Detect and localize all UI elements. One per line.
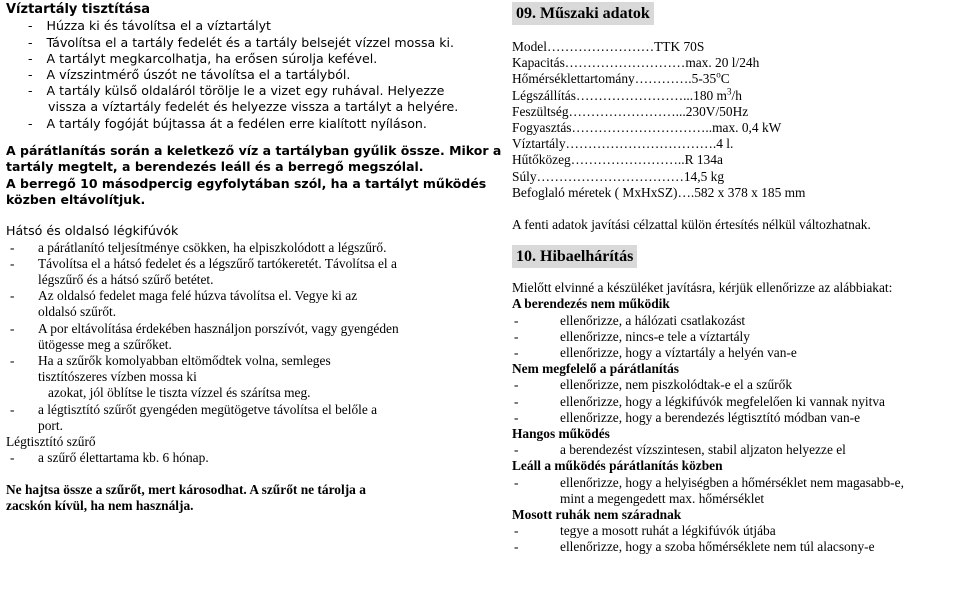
list-item: - Húzza ki és távolítsa el a víztartályt — [28, 18, 271, 34]
trouble-group-title: A berendezés nem működik — [512, 296, 670, 312]
tech-data-note: A fenti adatok javítási célzattal külön értesítés nélkül változhatnak. — [512, 217, 871, 233]
list-item: - Távolítsa el a hátsó fedelet és a légszűrő tartókeretét. Távolítsa el a — [10, 255, 397, 271]
trouble-group-title: Hangos működés — [512, 426, 610, 442]
list-item: - a berendezést vízszintesen, stabil aljzaton helyezze el — [514, 442, 846, 458]
spec-list — [512, 39, 958, 201]
tank-cleaning-list — [6, 18, 476, 131]
spec-row: Víztartály…………………………….4 l. — [512, 136, 734, 152]
list-item: - A vízszintmérő úszót ne távolítsa el a tartályból. — [28, 67, 351, 83]
list-item: - ellenőrizze, hogy a berendezés légtisztító módban van-e — [514, 409, 861, 425]
spec-row: Légszállítás……………………...180 $m^3/h$ — [512, 86, 742, 103]
filter-warning: Ne hajtsa össze a szűrőt, mert károsodhat. A szűrőt ne tárolja a zacskón kívül, ha nem használja. — [6, 481, 366, 513]
trouble-group-title: Leáll a működés párátlanítás közben — [512, 458, 723, 474]
list-item: - ellenőrizze, a hálózati csatlakozást — [514, 312, 746, 328]
list-item: - ellenőrizze, hogy a légkifúvók megfelelően ki vannak nyitva — [514, 393, 885, 409]
list-item: - ellenőrizze, nem piszkolódtak-e el a szűrők — [514, 377, 793, 393]
list-item: - A tartályt megkarcolhatja, ha erősen súrolja kefével. — [28, 50, 378, 66]
list-item: - A tartály fogóját bújtassa át a fedélen erre kialított nyíláson. — [28, 115, 427, 131]
list-item: - ellenőrizze, hogy a helyiségben a hőmérséklet nem magasabb-e, — [514, 474, 904, 490]
spec-row: Kapacitás………………………max. 20 l/24h — [512, 55, 760, 71]
troubleshooting-intro: Mielőtt elvinné a készüléket javításra, kérjük ellenőrizze az alábbiakat: — [512, 280, 893, 296]
list-item: - A por eltávolítása érdekében használjon porszívót, vagy gyengéden — [10, 320, 399, 336]
spec-row: Hőmérséklettartomány………….5-35$^o$C — [512, 69, 730, 87]
list-item: - ellenőrizze, nincs-e tele a víztartály — [514, 328, 750, 344]
list-item-continuation: azokat, jól öblítse le tiszta vízzel és szárítsa meg. — [48, 385, 311, 401]
list-item: - Az oldalsó fedelet maga felé húzva távolítsa el. Vegye ki az — [10, 288, 358, 304]
trouble-group-title: Mosott ruhák nem száradnak — [512, 507, 682, 523]
trouble-group-title: Nem megfelelő a párátlanítás — [512, 361, 679, 377]
full-tank-notice: A párátlanítás során a keletkező víz a tartályban gyűlik össze. Mikor a tartály megtelt, a berendezés leáll és a berregő megszólal. A berregő 10 másodpercig egyfolytában szól, ha a tartályt működés közben eltávolítjuk. — [6, 142, 502, 208]
list-item: - ellenőrizze, hogy a szoba hőmérséklete nem túl alacsony-e — [514, 539, 875, 555]
fan-section-title: Hátsó és oldalsó légkifúvók — [6, 223, 179, 239]
spec-row: Feszültség……………………...230V/50Hz — [512, 103, 749, 119]
list-item-continuation: tisztítószeres vízben mossa ki — [38, 369, 197, 385]
list-item: - A tartály külső oldaláról törölje le a vizet egy ruhával. Helyezze — [28, 83, 445, 99]
list-item: - ellenőrizze, hogy a víztartály a helyén van-e — [514, 345, 797, 361]
list-item: - a légtisztító szűrőt gyengéden megütögetve távolítsa el belőle a — [10, 401, 378, 417]
list-item-continuation: légszűrő és a hátsó szűrő betétet. — [38, 272, 214, 288]
right-column — [512, 2, 958, 556]
list-item: - tegye a mosott ruhát a légkifúvók útjába — [514, 523, 776, 539]
list-item: - a szűrő élettartama kb. 6 hónap. — [10, 450, 209, 466]
troubleshooting-list — [512, 296, 958, 555]
fan-section — [6, 223, 476, 434]
left-column — [6, 2, 502, 514]
list-item-continuation: vissza a víztartály fedelét és helyezze vissza a tartályt a helyére. — [48, 99, 459, 115]
tank-cleaning-title: Víztartály tisztítása — [6, 2, 151, 17]
air-filter-section — [6, 434, 476, 466]
spec-row: Fogyasztás…………………………..max. 0,4 kW — [512, 120, 782, 136]
tech-data-heading: 09. Műszaki adatok — [512, 2, 654, 25]
list-item: - Ha a szűrők komolyabban eltömődtek volna, semleges — [10, 353, 331, 369]
list-item-continuation: oldalsó szűrőt. — [38, 304, 117, 320]
list-item: - a párátlanító teljesítménye csökken, ha elpiszkolódott a légszűrő. — [10, 239, 387, 255]
list-item: - Távolítsa el a tartály fedelét és a tartály belsejét vízzel mossa ki. — [28, 34, 455, 50]
list-item-continuation: port. — [38, 417, 63, 433]
troubleshooting-heading: 10. Hibaelhárítás — [512, 245, 637, 268]
spec-row: Model……………………TTK 70S — [512, 39, 705, 54]
list-item-continuation: ütögesse meg a szűrőket. — [38, 336, 172, 352]
spec-row: Súly……………………………14,5 kg — [512, 168, 725, 184]
spec-row: Befoglaló méretek ( MxHxSZ)….582 x 378 x 185 mm — [512, 184, 806, 200]
list-item-continuation: mint a megengedett max. hőmérséklet — [560, 490, 765, 506]
spec-row: Hűtőközeg……………………..R 134a — [512, 152, 723, 168]
air-filter-title: Légtisztító szűrő — [6, 434, 96, 450]
